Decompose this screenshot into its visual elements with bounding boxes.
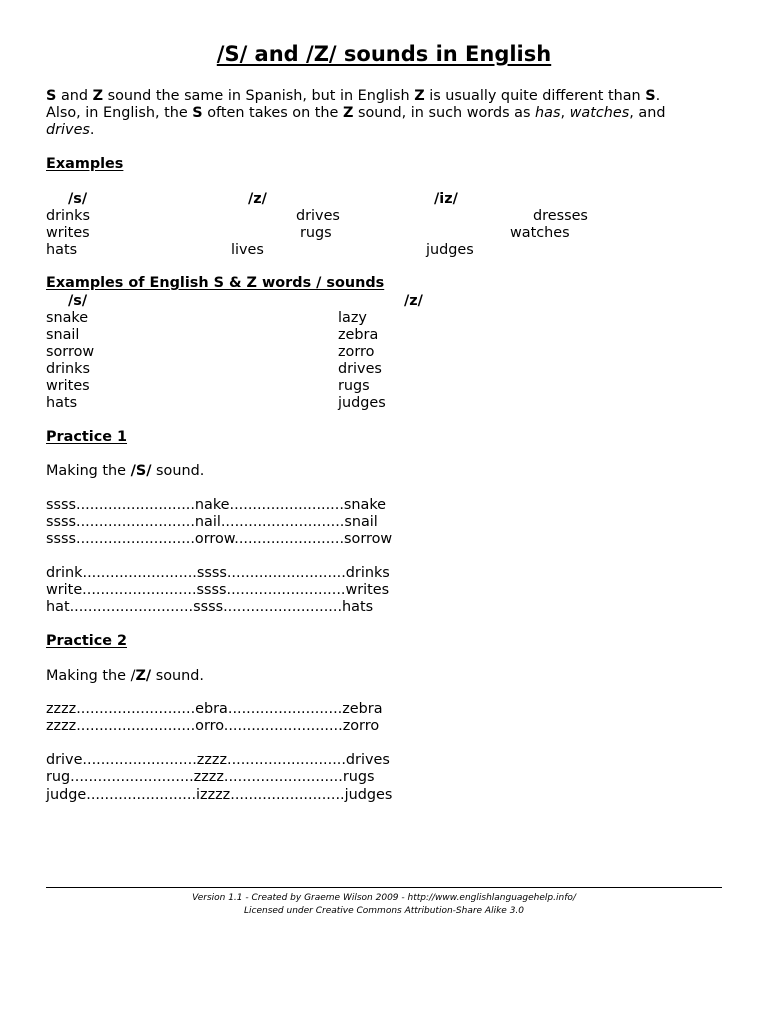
examples2-cell: snake — [46, 310, 89, 326]
intro-text-1h: . — [655, 88, 661, 104]
examples2-heading: Examples of English S & Z words / sounds — [46, 275, 385, 291]
intro-z-3: Z — [342, 105, 354, 121]
examples-header-iz: /iz/ — [434, 191, 458, 207]
practice2-instr-c: sound. — [151, 668, 204, 684]
examples2-cell: judges — [338, 395, 386, 411]
practice2-instruction — [46, 668, 204, 685]
intro-word-drives: drives — [46, 122, 90, 138]
examples-cell: drives — [296, 208, 340, 224]
practice1-line: drink.........................ssss..........................drinks — [46, 565, 390, 581]
intro-line-2 — [46, 105, 726, 122]
intro-s-1: S — [46, 88, 57, 104]
intro-paragraph — [46, 88, 726, 139]
examples2-header-z: /z/ — [404, 293, 423, 309]
page-title: /S/ and /Z/ sounds in English — [216, 42, 552, 66]
examples2-cell: hats — [46, 395, 78, 411]
intro-z-1: Z — [92, 88, 104, 104]
intro-s-3: S — [192, 105, 203, 121]
intro-text-1d: sound the same in Spanish, but in English — [103, 88, 415, 104]
examples-header-z: /z/ — [248, 191, 267, 207]
intro-text-1b: and — [56, 88, 93, 104]
examples2-cell: writes — [46, 378, 90, 394]
examples-header-s: /s/ — [68, 191, 88, 207]
intro-text-2e: sound, in such words as — [353, 105, 536, 121]
practice2-line: rug...........................zzzz..........................rugs — [46, 769, 375, 785]
practice1-instr-a: Making the — [46, 463, 131, 479]
footer-version: Version 1.1 - Created by Graeme Wilson 2009 - http://www.englishlanguagehelp.info/ — [192, 893, 576, 903]
examples2-cell: sorrow — [46, 344, 95, 360]
intro-text-2c: often takes on the — [202, 105, 343, 121]
intro-text-2g: , — [560, 105, 570, 121]
examples-cell: dresses — [533, 208, 588, 224]
practice2-heading: Practice 2 — [46, 633, 128, 649]
practice1-instruction — [46, 463, 204, 480]
intro-s-2: S — [645, 88, 656, 104]
practice2-line: zzzz..........................ebra.........................zebra — [46, 701, 383, 717]
footer-license: Licensed under Creative Commons Attribution-Share Alike 3.0 — [243, 906, 525, 916]
examples2-cell: zorro — [338, 344, 375, 360]
intro-text-1f: is usually quite different than — [424, 88, 646, 104]
examples2-cell: rugs — [338, 378, 370, 394]
examples2-cell: zebra — [338, 327, 379, 343]
practice1-line: write.........................ssss..........................writes — [46, 582, 390, 598]
practice2-line: zzzz..........................orro..........................zorro — [46, 718, 380, 734]
practice1-line: ssss..........................nake.........................snake — [46, 497, 387, 513]
practice2-line: drive.........................zzzz..........................drives — [46, 752, 390, 768]
examples-cell: writes — [46, 225, 90, 241]
examples2-cell: drives — [338, 361, 382, 377]
examples2-cell: snail — [46, 327, 80, 343]
intro-line-3 — [46, 122, 726, 139]
examples-cell: watches — [510, 225, 570, 241]
practice1-instr-c: sound. — [151, 463, 205, 479]
practice2-instr-a: Making the / — [46, 668, 136, 684]
practice1-instr-b: /S/ — [130, 463, 152, 479]
practice2-instr-b: Z/ — [135, 668, 152, 684]
intro-z-2: Z — [414, 88, 425, 104]
intro-text-3b: . — [89, 122, 95, 138]
examples-cell: lives — [231, 242, 264, 258]
examples2-cell: lazy — [338, 310, 367, 326]
examples-cell: rugs — [300, 225, 332, 241]
footer-divider — [46, 887, 722, 888]
practice1-heading: Practice 1 — [46, 429, 128, 445]
intro-text-2a: Also, in English, the — [46, 105, 193, 121]
examples2-cell: drinks — [46, 361, 91, 377]
examples-cell: hats — [46, 242, 78, 258]
intro-word-has: has — [535, 105, 561, 121]
intro-word-watches: watches — [569, 105, 630, 121]
practice1-line: ssss..........................nail...........................snail — [46, 514, 378, 530]
examples-heading: Examples — [46, 156, 124, 172]
examples-cell: judges — [426, 242, 474, 258]
practice1-line: hat...........................ssss..........................hats — [46, 599, 374, 615]
intro-line-1 — [46, 88, 726, 105]
examples2-header-s: /s/ — [68, 293, 88, 309]
practice1-line: ssss..........................orrow........................sorrow — [46, 531, 393, 547]
examples-cell: drinks — [46, 208, 91, 224]
intro-text-2i: , and — [629, 105, 666, 121]
practice2-line: judge........................izzzz.........................judges — [46, 787, 393, 803]
